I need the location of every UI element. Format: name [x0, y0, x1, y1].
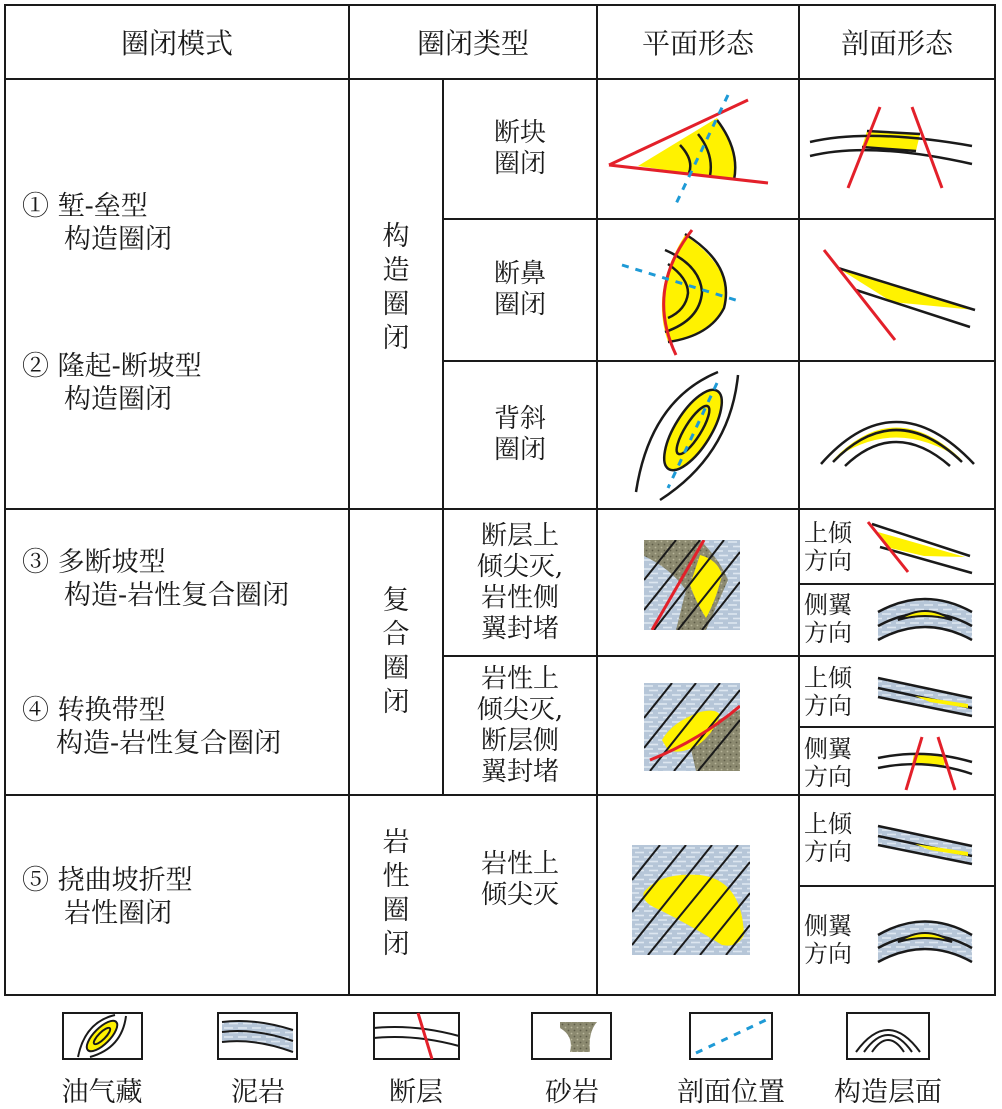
category-composite-char: 复: [382, 585, 410, 616]
direction-line: 上倾: [804, 664, 852, 692]
direction-line: 方向: [804, 940, 852, 968]
mode-1-line2: 构造圈闭: [64, 224, 172, 255]
subtype-line: 翼封堵: [480, 613, 559, 644]
mode-1-line1: ① 堑-垒型: [22, 191, 148, 222]
direction-line: 方向: [804, 619, 852, 647]
category-lithologic-char: 岩: [382, 827, 410, 858]
mode-3-line2: 构造-岩性复合圈闭: [64, 580, 290, 611]
subtype-line: 岩性上: [480, 663, 559, 694]
direction-line: 上倾: [804, 519, 852, 547]
category-structural-char: 圈: [382, 289, 410, 320]
legend-structural-surface-label: 构造层面: [834, 1077, 942, 1108]
mode-4-line1: ④ 转换带型: [22, 695, 166, 726]
mode-4-line2: 构造-岩性复合圈闭: [56, 728, 282, 759]
subtype-line: 岩性侧: [480, 582, 559, 613]
category-structural-char: 造: [382, 255, 410, 286]
subtype-line: 倾尖灭: [480, 880, 559, 910]
legend-sandstone-symbol: [532, 1013, 611, 1059]
section-anticline-drawing: [821, 422, 974, 466]
direction-line: 方向: [804, 838, 852, 866]
legend-oil-symbol: [63, 1013, 142, 1059]
legend-sandstone-label: 砂岩: [545, 1077, 599, 1108]
subtype-line: 圈闭: [493, 290, 546, 320]
category-composite-char: 合: [382, 619, 410, 650]
legend-structural-surface-symbol: [847, 1013, 929, 1059]
plan-composite-b-drawing: [644, 683, 740, 771]
header-type: 圈闭类型: [416, 27, 529, 60]
legend-mudstone-symbol: [218, 1013, 297, 1059]
mode-5-line1: ⑤ 挠曲坡折型: [22, 865, 193, 896]
header-mode: 圈闭模式: [120, 27, 233, 60]
subtype-line: 倾尖灭,: [476, 694, 564, 725]
plan-fault-nose-drawing: [622, 230, 742, 355]
plan-anticline-drawing: [636, 372, 738, 500]
category-lithologic-char: 性: [382, 861, 410, 892]
direction-line: 方向: [804, 692, 852, 720]
direction-line: 方向: [804, 547, 852, 575]
section-litho-flank-drawing: [878, 922, 972, 963]
section-litho-updip-drawing: [878, 826, 972, 864]
category-composite-char: 闭: [382, 687, 410, 718]
direction-line: 方向: [804, 763, 852, 791]
subtype-line: 背斜: [493, 404, 546, 434]
legend-fault-symbol: [374, 1013, 459, 1059]
plan-fault-block-drawing: [609, 95, 768, 208]
header-section: 剖面形态: [840, 27, 953, 60]
legend-mudstone-label: 泥岩: [231, 1077, 285, 1108]
subtype-line: 岩性上: [480, 849, 559, 879]
direction-line: 侧翼: [804, 912, 852, 940]
mode-2-line1: ② 隆起-断坡型: [22, 351, 202, 382]
subtype-line: 圈闭: [493, 435, 546, 465]
subtype-line: 倾尖灭,: [476, 551, 564, 582]
section-fault-block-drawing: [810, 107, 972, 188]
category-lithologic-char: 圈: [382, 895, 410, 926]
header-plan: 平面形态: [641, 27, 754, 60]
section-fault-nose-drawing: [824, 250, 975, 340]
mode-2-line2: 构造圈闭: [64, 384, 172, 415]
category-structural-char: 构: [382, 221, 410, 252]
legend-section-line-label: 剖面位置: [677, 1077, 785, 1108]
direction-line: 侧翼: [804, 735, 852, 763]
section-composite-a-flank-drawing: [878, 599, 972, 640]
subtype-line: 断块: [493, 118, 546, 148]
legend-section-line-symbol: [690, 1013, 772, 1059]
subtype-line: 断层上: [480, 520, 559, 551]
category-composite-char: 圈: [382, 653, 410, 684]
subtype-line: 断层侧: [480, 725, 559, 756]
legend-oil-label: 油气藏: [61, 1077, 143, 1108]
mode-5-line2: 岩性圈闭: [64, 898, 172, 929]
direction-line: 上倾: [804, 810, 852, 838]
legend-fault-label: 断层: [389, 1077, 443, 1108]
subtype-line: 翼封堵: [480, 756, 559, 787]
section-composite-a-updip-drawing: [868, 522, 972, 573]
subtype-line: 圈闭: [493, 149, 546, 179]
section-composite-b-flank-drawing: [878, 737, 972, 790]
subtype-line: 断鼻: [493, 259, 546, 289]
plan-litho-drawing: [632, 845, 750, 955]
plan-composite-a-drawing: [644, 540, 740, 630]
mode-3-line1: ③ 多断坡型: [22, 547, 166, 578]
direction-line: 侧翼: [804, 591, 852, 619]
section-composite-b-updip-drawing: [878, 678, 972, 716]
category-lithologic-char: 闭: [382, 929, 410, 960]
category-structural-char: 闭: [382, 323, 410, 354]
